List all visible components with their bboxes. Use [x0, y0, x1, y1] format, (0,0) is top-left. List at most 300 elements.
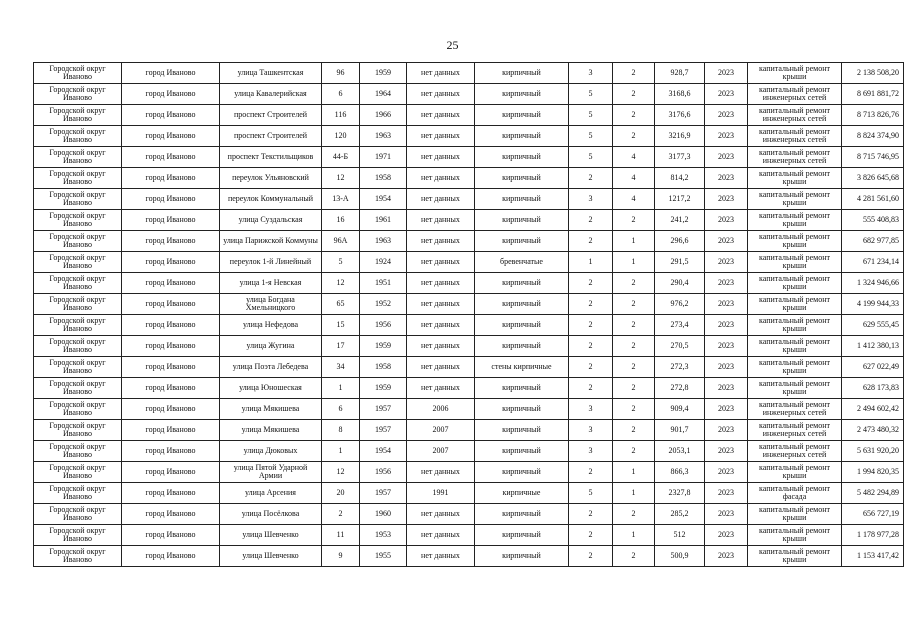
table-row — [34, 315, 904, 336]
table-row — [34, 441, 904, 462]
cell-area: 290,4 — [655, 273, 705, 294]
cell-street: проспект Текстильщиков — [220, 147, 322, 168]
cell-repair-year: 2023 — [705, 105, 748, 126]
cell-house-number: 20 — [322, 483, 360, 504]
cell-area: 512 — [655, 525, 705, 546]
cell-repair-type: капитальный ремонт крыши — [748, 189, 842, 210]
cell-house-number: 6 — [322, 399, 360, 420]
cell-floors: 2 — [569, 231, 613, 252]
cell-settlement: город Иваново — [122, 189, 220, 210]
cell-municipality: Городской округ Иваново — [34, 252, 122, 273]
cell-street: улица Шевченко — [220, 546, 322, 567]
cell-street: улица Богдана Хмельницкого — [220, 294, 322, 315]
cell-repair-type: капитальный ремонт крыши — [748, 231, 842, 252]
cell-house-number: 1 — [322, 441, 360, 462]
cell-settlement: город Иваново — [122, 273, 220, 294]
cell-area: 909,4 — [655, 399, 705, 420]
cell-entrances: 1 — [613, 252, 655, 273]
cell-wall-material: кирпичный — [475, 63, 569, 84]
cell-municipality: Городской округ Иваново — [34, 147, 122, 168]
cell-area: 2053,1 — [655, 441, 705, 462]
cell-area: 814,2 — [655, 168, 705, 189]
cell-floors: 2 — [569, 378, 613, 399]
cell-repair-type: капитальный ремонт крыши — [748, 294, 842, 315]
cell-municipality: Городской округ Иваново — [34, 168, 122, 189]
cell-entrances: 4 — [613, 147, 655, 168]
cell-cost: 8 713 826,76 — [842, 105, 904, 126]
cell-area: 1217,2 — [655, 189, 705, 210]
cell-entrances: 2 — [613, 399, 655, 420]
cell-house-number: 96А — [322, 231, 360, 252]
table-row — [34, 168, 904, 189]
table-row — [34, 147, 904, 168]
cell-wall-material: кирпичный — [475, 231, 569, 252]
cell-year-renovated: 2006 — [407, 399, 475, 420]
cell-settlement: город Иваново — [122, 504, 220, 525]
cell-wall-material: кирпичный — [475, 315, 569, 336]
cell-settlement: город Иваново — [122, 63, 220, 84]
cell-repair-year: 2023 — [705, 483, 748, 504]
cell-street: улица Ташкентская — [220, 63, 322, 84]
cell-cost: 656 727,19 — [842, 504, 904, 525]
cell-year-built: 1956 — [360, 462, 407, 483]
cell-year-built: 1958 — [360, 168, 407, 189]
cell-repair-type: капитальный ремонт крыши — [748, 315, 842, 336]
cell-entrances: 1 — [613, 483, 655, 504]
cell-year-renovated: 2007 — [407, 441, 475, 462]
cell-wall-material: бревенчатые — [475, 252, 569, 273]
cell-entrances: 2 — [613, 357, 655, 378]
cell-area: 976,2 — [655, 294, 705, 315]
cell-settlement: город Иваново — [122, 210, 220, 231]
table-row — [34, 126, 904, 147]
cell-cost: 1 994 820,35 — [842, 462, 904, 483]
cell-floors: 5 — [569, 105, 613, 126]
cell-settlement: город Иваново — [122, 378, 220, 399]
cell-year-built: 1955 — [360, 546, 407, 567]
cell-cost: 628 173,83 — [842, 378, 904, 399]
cell-floors: 1 — [569, 252, 613, 273]
cell-year-built: 1959 — [360, 63, 407, 84]
cell-entrances: 2 — [613, 126, 655, 147]
cell-entrances: 2 — [613, 378, 655, 399]
cell-area: 272,3 — [655, 357, 705, 378]
cell-floors: 2 — [569, 168, 613, 189]
cell-cost: 671 234,14 — [842, 252, 904, 273]
cell-entrances: 2 — [613, 63, 655, 84]
cell-house-number: 120 — [322, 126, 360, 147]
cell-repair-type: капитальный ремонт крыши — [748, 210, 842, 231]
cell-year-built: 1954 — [360, 441, 407, 462]
cell-street: переулок 1-й Линейный — [220, 252, 322, 273]
cell-settlement: город Иваново — [122, 315, 220, 336]
cell-year-built: 1924 — [360, 252, 407, 273]
cell-floors: 3 — [569, 441, 613, 462]
cell-entrances: 2 — [613, 420, 655, 441]
cell-municipality: Городской округ Иваново — [34, 336, 122, 357]
cell-repair-type: капитальный ремонт инженерных сетей — [748, 105, 842, 126]
cell-repair-year: 2023 — [705, 294, 748, 315]
cell-wall-material: кирпичные — [475, 483, 569, 504]
cell-street: проспект Строителей — [220, 105, 322, 126]
housing-repair-table — [33, 62, 904, 567]
table-row — [34, 63, 904, 84]
cell-repair-year: 2023 — [705, 336, 748, 357]
cell-cost: 629 555,45 — [842, 315, 904, 336]
cell-entrances: 4 — [613, 189, 655, 210]
cell-municipality: Городской округ Иваново — [34, 420, 122, 441]
cell-cost: 8 824 374,90 — [842, 126, 904, 147]
table-row — [34, 546, 904, 567]
table-row — [34, 105, 904, 126]
cell-year-built: 1960 — [360, 504, 407, 525]
cell-repair-year: 2023 — [705, 462, 748, 483]
cell-cost: 4 281 561,60 — [842, 189, 904, 210]
cell-municipality: Городской округ Иваново — [34, 189, 122, 210]
cell-year-renovated: нет данных — [407, 357, 475, 378]
cell-house-number: 1 — [322, 378, 360, 399]
cell-settlement: город Иваново — [122, 294, 220, 315]
cell-area: 3177,3 — [655, 147, 705, 168]
cell-house-number: 17 — [322, 336, 360, 357]
table-row — [34, 525, 904, 546]
cell-year-renovated: нет данных — [407, 378, 475, 399]
cell-area: 928,7 — [655, 63, 705, 84]
cell-repair-year: 2023 — [705, 504, 748, 525]
table-row — [34, 252, 904, 273]
cell-cost: 1 178 977,28 — [842, 525, 904, 546]
cell-wall-material: кирпичный — [475, 399, 569, 420]
table-row — [34, 231, 904, 252]
cell-repair-year: 2023 — [705, 357, 748, 378]
cell-cost: 682 977,85 — [842, 231, 904, 252]
cell-street: улица Юношеская — [220, 378, 322, 399]
table-row — [34, 504, 904, 525]
cell-settlement: город Иваново — [122, 84, 220, 105]
cell-floors: 3 — [569, 63, 613, 84]
cell-wall-material: кирпичный — [475, 189, 569, 210]
cell-street: проспект Строителей — [220, 126, 322, 147]
cell-cost: 8 715 746,95 — [842, 147, 904, 168]
cell-entrances: 2 — [613, 441, 655, 462]
cell-municipality: Городской округ Иваново — [34, 483, 122, 504]
cell-street: улица Мякишева — [220, 399, 322, 420]
cell-wall-material: кирпичный — [475, 105, 569, 126]
cell-entrances: 1 — [613, 231, 655, 252]
cell-cost: 2 494 602,42 — [842, 399, 904, 420]
cell-wall-material: кирпичный — [475, 147, 569, 168]
cell-house-number: 6 — [322, 84, 360, 105]
cell-repair-type: капитальный ремонт крыши — [748, 168, 842, 189]
cell-house-number: 16 — [322, 210, 360, 231]
cell-wall-material: кирпичный — [475, 294, 569, 315]
cell-house-number: 96 — [322, 63, 360, 84]
cell-year-renovated: 2007 — [407, 420, 475, 441]
cell-year-renovated: нет данных — [407, 525, 475, 546]
cell-entrances: 2 — [613, 546, 655, 567]
table-row — [34, 420, 904, 441]
cell-area: 500,9 — [655, 546, 705, 567]
cell-municipality: Городской округ Иваново — [34, 294, 122, 315]
cell-floors: 2 — [569, 357, 613, 378]
cell-year-built: 1959 — [360, 336, 407, 357]
cell-street: улица Жугина — [220, 336, 322, 357]
cell-repair-type: капитальный ремонт инженерных сетей — [748, 399, 842, 420]
cell-street: улица Парижской Коммуны — [220, 231, 322, 252]
cell-street: переулок Коммунальный — [220, 189, 322, 210]
table-row — [34, 462, 904, 483]
cell-floors: 5 — [569, 84, 613, 105]
cell-repair-year: 2023 — [705, 525, 748, 546]
cell-floors: 5 — [569, 483, 613, 504]
cell-year-renovated: нет данных — [407, 63, 475, 84]
cell-year-built: 1963 — [360, 231, 407, 252]
cell-floors: 2 — [569, 336, 613, 357]
cell-wall-material: кирпичный — [475, 168, 569, 189]
cell-year-renovated: 1991 — [407, 483, 475, 504]
cell-municipality: Городской округ Иваново — [34, 63, 122, 84]
cell-repair-year: 2023 — [705, 273, 748, 294]
cell-settlement: город Иваново — [122, 336, 220, 357]
cell-street: переулок Ульяновский — [220, 168, 322, 189]
cell-repair-year: 2023 — [705, 210, 748, 231]
cell-year-renovated: нет данных — [407, 231, 475, 252]
cell-floors: 5 — [569, 126, 613, 147]
table-row — [34, 378, 904, 399]
cell-year-built: 1954 — [360, 189, 407, 210]
cell-year-renovated: нет данных — [407, 84, 475, 105]
cell-repair-type: капитальный ремонт крыши — [748, 273, 842, 294]
cell-settlement: город Иваново — [122, 126, 220, 147]
cell-municipality: Городской округ Иваново — [34, 210, 122, 231]
cell-street: улица Дюковых — [220, 441, 322, 462]
cell-year-built: 1958 — [360, 357, 407, 378]
cell-municipality: Городской округ Иваново — [34, 441, 122, 462]
cell-cost: 5 631 920,20 — [842, 441, 904, 462]
cell-area: 270,5 — [655, 336, 705, 357]
cell-cost: 3 826 645,68 — [842, 168, 904, 189]
cell-area: 2327,8 — [655, 483, 705, 504]
cell-repair-type: капитальный ремонт крыши — [748, 357, 842, 378]
cell-cost: 5 482 294,89 — [842, 483, 904, 504]
cell-cost: 1 324 946,66 — [842, 273, 904, 294]
cell-year-built: 1957 — [360, 399, 407, 420]
table-row — [34, 357, 904, 378]
cell-street: улица Пятой Ударной Армии — [220, 462, 322, 483]
cell-street: улица Кавалерийская — [220, 84, 322, 105]
cell-house-number: 116 — [322, 105, 360, 126]
cell-repair-type: капитальный ремонт инженерных сетей — [748, 126, 842, 147]
cell-entrances: 2 — [613, 84, 655, 105]
cell-wall-material: кирпичный — [475, 273, 569, 294]
cell-repair-year: 2023 — [705, 546, 748, 567]
cell-year-renovated: нет данных — [407, 210, 475, 231]
cell-year-renovated: нет данных — [407, 504, 475, 525]
cell-year-renovated: нет данных — [407, 294, 475, 315]
cell-cost: 8 691 881,72 — [842, 84, 904, 105]
cell-floors: 3 — [569, 399, 613, 420]
cell-floors: 2 — [569, 273, 613, 294]
cell-floors: 5 — [569, 147, 613, 168]
cell-house-number: 15 — [322, 315, 360, 336]
cell-street: улица Шевченко — [220, 525, 322, 546]
table-row — [34, 273, 904, 294]
cell-year-built: 1963 — [360, 126, 407, 147]
cell-entrances: 1 — [613, 525, 655, 546]
cell-wall-material: кирпичный — [475, 441, 569, 462]
cell-cost: 627 022,49 — [842, 357, 904, 378]
cell-repair-year: 2023 — [705, 126, 748, 147]
cell-street: улица Суздальская — [220, 210, 322, 231]
cell-repair-year: 2023 — [705, 84, 748, 105]
cell-wall-material: стены кирпичные — [475, 357, 569, 378]
cell-house-number: 13-А — [322, 189, 360, 210]
cell-year-built: 1957 — [360, 420, 407, 441]
cell-entrances: 2 — [613, 336, 655, 357]
cell-municipality: Городской округ Иваново — [34, 546, 122, 567]
cell-street: улица Арсения — [220, 483, 322, 504]
cell-municipality: Городской округ Иваново — [34, 462, 122, 483]
cell-wall-material: кирпичный — [475, 504, 569, 525]
cell-year-renovated: нет данных — [407, 336, 475, 357]
cell-street: улица Поэта Лебедева — [220, 357, 322, 378]
cell-year-renovated: нет данных — [407, 189, 475, 210]
cell-municipality: Городской округ Иваново — [34, 504, 122, 525]
cell-wall-material: кирпичный — [475, 210, 569, 231]
cell-entrances: 2 — [613, 315, 655, 336]
cell-repair-year: 2023 — [705, 399, 748, 420]
cell-municipality: Городской округ Иваново — [34, 231, 122, 252]
cell-wall-material: кирпичный — [475, 546, 569, 567]
cell-wall-material: кирпичный — [475, 336, 569, 357]
cell-repair-year: 2023 — [705, 315, 748, 336]
cell-area: 285,2 — [655, 504, 705, 525]
cell-settlement: город Иваново — [122, 357, 220, 378]
cell-year-renovated: нет данных — [407, 273, 475, 294]
cell-repair-type: капитальный ремонт крыши — [748, 462, 842, 483]
cell-cost: 4 199 944,33 — [842, 294, 904, 315]
cell-house-number: 11 — [322, 525, 360, 546]
table-row — [34, 336, 904, 357]
cell-wall-material: кирпичный — [475, 462, 569, 483]
cell-house-number: 12 — [322, 462, 360, 483]
cell-entrances: 2 — [613, 504, 655, 525]
cell-house-number: 44-Б — [322, 147, 360, 168]
cell-area: 241,2 — [655, 210, 705, 231]
table-row — [34, 399, 904, 420]
cell-floors: 2 — [569, 504, 613, 525]
cell-year-built: 1961 — [360, 210, 407, 231]
cell-repair-type: капитальный ремонт крыши — [748, 525, 842, 546]
table-row — [34, 84, 904, 105]
cell-entrances: 4 — [613, 168, 655, 189]
cell-entrances: 2 — [613, 210, 655, 231]
cell-year-renovated: нет данных — [407, 147, 475, 168]
cell-street: улица Мякишева — [220, 420, 322, 441]
cell-year-built: 1952 — [360, 294, 407, 315]
cell-repair-type: капитальный ремонт крыши — [748, 336, 842, 357]
cell-entrances: 2 — [613, 105, 655, 126]
cell-cost: 1 412 380,13 — [842, 336, 904, 357]
cell-cost: 2 473 480,32 — [842, 420, 904, 441]
cell-municipality: Городской округ Иваново — [34, 378, 122, 399]
cell-floors: 3 — [569, 189, 613, 210]
cell-wall-material: кирпичный — [475, 378, 569, 399]
cell-cost: 555 408,83 — [842, 210, 904, 231]
cell-repair-type: капитальный ремонт фасада — [748, 483, 842, 504]
cell-area: 273,4 — [655, 315, 705, 336]
cell-repair-type: капитальный ремонт крыши — [748, 504, 842, 525]
cell-repair-type: капитальный ремонт инженерных сетей — [748, 84, 842, 105]
cell-repair-year: 2023 — [705, 189, 748, 210]
cell-settlement: город Иваново — [122, 168, 220, 189]
table-row — [34, 483, 904, 504]
cell-repair-type: капитальный ремонт крыши — [748, 252, 842, 273]
cell-floors: 2 — [569, 315, 613, 336]
cell-year-built: 1956 — [360, 315, 407, 336]
cell-repair-year: 2023 — [705, 378, 748, 399]
cell-floors: 3 — [569, 420, 613, 441]
cell-settlement: город Иваново — [122, 420, 220, 441]
cell-area: 866,3 — [655, 462, 705, 483]
cell-municipality: Городской округ Иваново — [34, 357, 122, 378]
cell-entrances: 1 — [613, 462, 655, 483]
cell-area: 3168,6 — [655, 84, 705, 105]
cell-floors: 2 — [569, 210, 613, 231]
cell-municipality: Городской округ Иваново — [34, 525, 122, 546]
cell-settlement: город Иваново — [122, 147, 220, 168]
cell-settlement: город Иваново — [122, 525, 220, 546]
table-row — [34, 189, 904, 210]
cell-wall-material: кирпичный — [475, 126, 569, 147]
cell-year-renovated: нет данных — [407, 546, 475, 567]
cell-floors: 2 — [569, 294, 613, 315]
cell-settlement: город Иваново — [122, 231, 220, 252]
cell-settlement: город Иваново — [122, 105, 220, 126]
cell-year-renovated: нет данных — [407, 126, 475, 147]
cell-area: 296,6 — [655, 231, 705, 252]
cell-year-built: 1964 — [360, 84, 407, 105]
cell-floors: 2 — [569, 462, 613, 483]
cell-street: улица Нефедова — [220, 315, 322, 336]
cell-repair-type: капитальный ремонт крыши — [748, 546, 842, 567]
cell-floors: 2 — [569, 546, 613, 567]
cell-repair-year: 2023 — [705, 441, 748, 462]
cell-repair-year: 2023 — [705, 252, 748, 273]
cell-municipality: Городской округ Иваново — [34, 84, 122, 105]
cell-year-built: 1957 — [360, 483, 407, 504]
cell-house-number: 12 — [322, 273, 360, 294]
cell-entrances: 2 — [613, 294, 655, 315]
cell-settlement: город Иваново — [122, 462, 220, 483]
cell-year-renovated: нет данных — [407, 168, 475, 189]
cell-entrances: 2 — [613, 273, 655, 294]
cell-settlement: город Иваново — [122, 252, 220, 273]
cell-cost: 2 138 508,20 — [842, 63, 904, 84]
cell-repair-year: 2023 — [705, 168, 748, 189]
cell-house-number: 34 — [322, 357, 360, 378]
cell-house-number: 5 — [322, 252, 360, 273]
cell-year-renovated: нет данных — [407, 252, 475, 273]
cell-area: 272,8 — [655, 378, 705, 399]
cell-repair-year: 2023 — [705, 231, 748, 252]
cell-street: улица Посёлкова — [220, 504, 322, 525]
table-row — [34, 210, 904, 231]
page-number: 25 — [446, 38, 459, 52]
cell-year-built: 1951 — [360, 273, 407, 294]
cell-repair-type: капитальный ремонт инженерных сетей — [748, 441, 842, 462]
cell-cost: 1 153 417,42 — [842, 546, 904, 567]
